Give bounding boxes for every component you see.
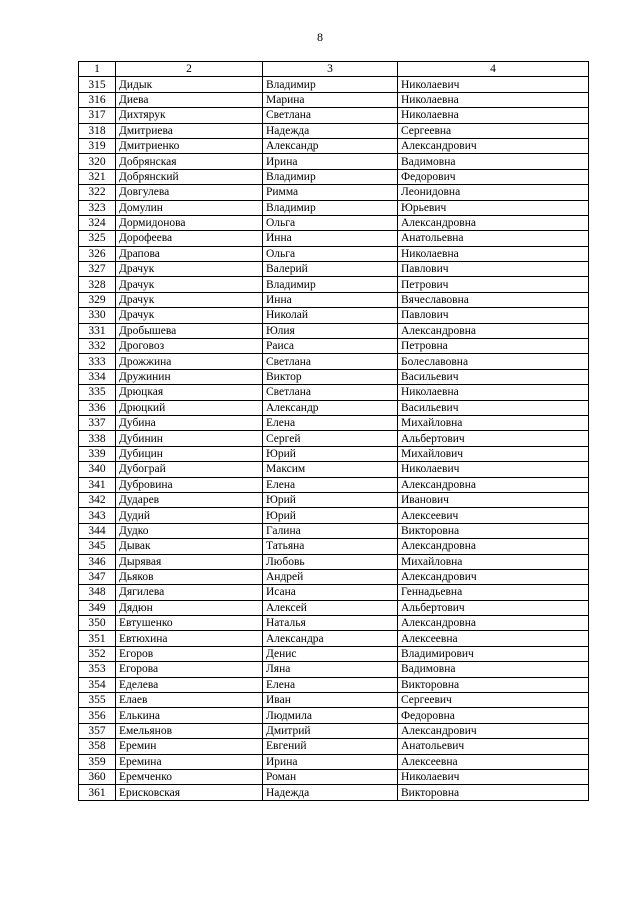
row-number: 359: [79, 754, 116, 769]
surname-cell: Добрянская: [116, 154, 263, 169]
first-name-cell: Алексей: [263, 600, 398, 615]
first-name-cell: Надежда: [263, 123, 398, 138]
surname-cell: Дудий: [116, 508, 263, 523]
table-row: [79, 662, 589, 677]
table-row: [79, 354, 589, 369]
surname-cell: Дырявая: [116, 554, 263, 569]
row-number: 351: [79, 631, 116, 646]
row-number: 343: [79, 508, 116, 523]
patronymic-cell: Александровна: [398, 215, 589, 230]
first-name-cell: Владимир: [263, 200, 398, 215]
patronymic-cell: Викторовна: [398, 785, 589, 800]
row-number: 328: [79, 277, 116, 292]
row-number: 361: [79, 785, 116, 800]
first-name-cell: Надежда: [263, 785, 398, 800]
patronymic-cell: Михайловна: [398, 415, 589, 430]
first-name-cell: Владимир: [263, 77, 398, 92]
table-row: [79, 323, 589, 338]
patronymic-cell: Петрович: [398, 277, 589, 292]
first-name-cell: Денис: [263, 646, 398, 661]
table-row: [79, 523, 589, 538]
surname-cell: Драчук: [116, 277, 263, 292]
row-number: 324: [79, 215, 116, 230]
row-number: 344: [79, 523, 116, 538]
patronymic-cell: Николаевна: [398, 92, 589, 107]
row-number: 341: [79, 477, 116, 492]
surname-cell: Дягилева: [116, 585, 263, 600]
surname-cell: Диева: [116, 92, 263, 107]
table-row: [79, 215, 589, 230]
patronymic-cell: Петровна: [398, 339, 589, 354]
first-name-cell: Александр: [263, 400, 398, 415]
header-col-name: 3: [263, 62, 398, 77]
surname-cell: Еделева: [116, 677, 263, 692]
patronymic-cell: Юрьевич: [398, 200, 589, 215]
table-row: [79, 446, 589, 461]
patronymic-cell: Васильевич: [398, 369, 589, 384]
table-row: [79, 646, 589, 661]
row-number: 349: [79, 600, 116, 615]
table-row: [79, 154, 589, 169]
row-number: 317: [79, 108, 116, 123]
row-number: 355: [79, 693, 116, 708]
surname-cell: Дубина: [116, 415, 263, 430]
row-number: 321: [79, 169, 116, 184]
row-number: 352: [79, 646, 116, 661]
first-name-cell: Роман: [263, 769, 398, 784]
table-row: [79, 554, 589, 569]
roster-table-body: [79, 62, 589, 801]
first-name-cell: Виктор: [263, 369, 398, 384]
row-number: 337: [79, 415, 116, 430]
surname-cell: Еремин: [116, 739, 263, 754]
table-row: [79, 431, 589, 446]
patronymic-cell: Леонидовна: [398, 185, 589, 200]
first-name-cell: Елена: [263, 477, 398, 492]
patronymic-cell: Федоровна: [398, 708, 589, 723]
table-row: [79, 138, 589, 153]
patronymic-cell: Федорович: [398, 169, 589, 184]
surname-cell: Егорова: [116, 662, 263, 677]
surname-cell: Дрюцкая: [116, 385, 263, 400]
row-number: 346: [79, 554, 116, 569]
first-name-cell: Ирина: [263, 154, 398, 169]
first-name-cell: Максим: [263, 462, 398, 477]
surname-cell: Домулин: [116, 200, 263, 215]
table-row: [79, 508, 589, 523]
surname-cell: Добрянский: [116, 169, 263, 184]
patronymic-cell: Николаевич: [398, 462, 589, 477]
surname-cell: Дмитриенко: [116, 138, 263, 153]
surname-cell: Евтюхина: [116, 631, 263, 646]
header-col-patronymic: 4: [398, 62, 589, 77]
surname-cell: Дывак: [116, 539, 263, 554]
surname-cell: Драпова: [116, 246, 263, 261]
table-row: [79, 369, 589, 384]
row-number: 326: [79, 246, 116, 261]
header-col-surname: 2: [116, 62, 263, 77]
row-number: 335: [79, 385, 116, 400]
first-name-cell: Александр: [263, 138, 398, 153]
table-row: [79, 616, 589, 631]
table-row: [79, 723, 589, 738]
table-row: [79, 108, 589, 123]
patronymic-cell: Альбертович: [398, 431, 589, 446]
patronymic-cell: Альбертович: [398, 600, 589, 615]
surname-cell: Дудко: [116, 523, 263, 538]
row-number: 340: [79, 462, 116, 477]
header-col-number: 1: [79, 62, 116, 77]
first-name-cell: Юрий: [263, 492, 398, 507]
table-row: [79, 477, 589, 492]
first-name-cell: Светлана: [263, 385, 398, 400]
row-number: 338: [79, 431, 116, 446]
table-row: [79, 185, 589, 200]
surname-cell: Драчук: [116, 308, 263, 323]
first-name-cell: Инна: [263, 231, 398, 246]
first-name-cell: Людмила: [263, 708, 398, 723]
table-row: [79, 231, 589, 246]
row-number: 323: [79, 200, 116, 215]
row-number: 322: [79, 185, 116, 200]
surname-cell: Дихтярук: [116, 108, 263, 123]
surname-cell: Дидык: [116, 77, 263, 92]
patronymic-cell: Александровна: [398, 477, 589, 492]
surname-cell: Дроговоз: [116, 339, 263, 354]
table-row: [79, 462, 589, 477]
first-name-cell: Любовь: [263, 554, 398, 569]
row-number: 357: [79, 723, 116, 738]
surname-cell: Еремина: [116, 754, 263, 769]
first-name-cell: Ольга: [263, 246, 398, 261]
first-name-cell: Сергей: [263, 431, 398, 446]
patronymic-cell: Вадимовна: [398, 154, 589, 169]
row-number: 360: [79, 769, 116, 784]
first-name-cell: Евгений: [263, 739, 398, 754]
row-number: 350: [79, 616, 116, 631]
patronymic-cell: Николаевна: [398, 246, 589, 261]
surname-cell: Евтушенко: [116, 616, 263, 631]
header-row: [79, 62, 589, 77]
table-row: [79, 123, 589, 138]
row-number: 336: [79, 400, 116, 415]
surname-cell: Еремченко: [116, 769, 263, 784]
surname-cell: Дрюцкий: [116, 400, 263, 415]
patronymic-cell: Александрович: [398, 138, 589, 153]
patronymic-cell: Викторовна: [398, 677, 589, 692]
patronymic-cell: Сергеевна: [398, 123, 589, 138]
table-row: [79, 308, 589, 323]
first-name-cell: Исана: [263, 585, 398, 600]
surname-cell: Дорофеева: [116, 231, 263, 246]
table-row: [79, 754, 589, 769]
patronymic-cell: Вячеславовна: [398, 292, 589, 307]
surname-cell: Егоров: [116, 646, 263, 661]
row-number: 356: [79, 708, 116, 723]
row-number: 333: [79, 354, 116, 369]
surname-cell: Дубограй: [116, 462, 263, 477]
first-name-cell: Галина: [263, 523, 398, 538]
table-row: [79, 262, 589, 277]
roster-table: [78, 61, 589, 801]
patronymic-cell: Николаевна: [398, 108, 589, 123]
first-name-cell: Иван: [263, 693, 398, 708]
row-number: 318: [79, 123, 116, 138]
surname-cell: Емельянов: [116, 723, 263, 738]
first-name-cell: Татьяна: [263, 539, 398, 554]
table-row: [79, 708, 589, 723]
patronymic-cell: Анатольевич: [398, 739, 589, 754]
table-row: [79, 600, 589, 615]
row-number: 316: [79, 92, 116, 107]
patronymic-cell: Вадимовна: [398, 662, 589, 677]
surname-cell: Драчук: [116, 292, 263, 307]
table-row: [79, 739, 589, 754]
surname-cell: Ерисковская: [116, 785, 263, 800]
first-name-cell: Юрий: [263, 446, 398, 461]
first-name-cell: Ляна: [263, 662, 398, 677]
table-row: [79, 339, 589, 354]
row-number: 342: [79, 492, 116, 507]
first-name-cell: Владимир: [263, 277, 398, 292]
surname-cell: Дормидонова: [116, 215, 263, 230]
patronymic-cell: Болеславовна: [398, 354, 589, 369]
table-row: [79, 585, 589, 600]
table-row: [79, 277, 589, 292]
first-name-cell: Николай: [263, 308, 398, 323]
first-name-cell: Валерий: [263, 262, 398, 277]
row-number: 347: [79, 569, 116, 584]
table-row: [79, 631, 589, 646]
patronymic-cell: Николаевич: [398, 77, 589, 92]
table-row: [79, 77, 589, 92]
row-number: 358: [79, 739, 116, 754]
patronymic-cell: Михайлович: [398, 446, 589, 461]
table-row: [79, 693, 589, 708]
first-name-cell: Римма: [263, 185, 398, 200]
first-name-cell: Юлия: [263, 323, 398, 338]
patronymic-cell: Александрович: [398, 723, 589, 738]
surname-cell: Довгулева: [116, 185, 263, 200]
first-name-cell: Ольга: [263, 215, 398, 230]
row-number: 329: [79, 292, 116, 307]
patronymic-cell: Владимирович: [398, 646, 589, 661]
first-name-cell: Светлана: [263, 108, 398, 123]
patronymic-cell: Александровна: [398, 539, 589, 554]
surname-cell: Дробышева: [116, 323, 263, 338]
first-name-cell: Светлана: [263, 354, 398, 369]
surname-cell: Елькина: [116, 708, 263, 723]
patronymic-cell: Павлович: [398, 262, 589, 277]
row-number: 334: [79, 369, 116, 384]
surname-cell: Дубинин: [116, 431, 263, 446]
table-row: [79, 92, 589, 107]
patronymic-cell: Павлович: [398, 308, 589, 323]
surname-cell: Дмитриева: [116, 123, 263, 138]
patronymic-cell: Николаевич: [398, 769, 589, 784]
patronymic-cell: Викторовна: [398, 523, 589, 538]
row-number: 327: [79, 262, 116, 277]
first-name-cell: Инна: [263, 292, 398, 307]
first-name-cell: Ирина: [263, 754, 398, 769]
table-row: [79, 492, 589, 507]
surname-cell: Елаев: [116, 693, 263, 708]
patronymic-cell: Геннадьевна: [398, 585, 589, 600]
row-number: 354: [79, 677, 116, 692]
row-number: 319: [79, 138, 116, 153]
first-name-cell: Наталья: [263, 616, 398, 631]
row-number: 353: [79, 662, 116, 677]
patronymic-cell: Васильевич: [398, 400, 589, 415]
patronymic-cell: Александрович: [398, 569, 589, 584]
table-row: [79, 169, 589, 184]
table-row: [79, 385, 589, 400]
first-name-cell: Александра: [263, 631, 398, 646]
first-name-cell: Марина: [263, 92, 398, 107]
row-number: 331: [79, 323, 116, 338]
surname-cell: Дрожжина: [116, 354, 263, 369]
table-row: [79, 415, 589, 430]
surname-cell: Дударев: [116, 492, 263, 507]
table-row: [79, 769, 589, 784]
patronymic-cell: Иванович: [398, 492, 589, 507]
page-number: 8: [317, 30, 323, 44]
table-row: [79, 292, 589, 307]
first-name-cell: Юрий: [263, 508, 398, 523]
patronymic-cell: Николаевна: [398, 385, 589, 400]
row-number: 332: [79, 339, 116, 354]
surname-cell: Дядюн: [116, 600, 263, 615]
patronymic-cell: Александровна: [398, 616, 589, 631]
table-row: [79, 400, 589, 415]
first-name-cell: Елена: [263, 415, 398, 430]
row-number: 345: [79, 539, 116, 554]
table-row: [79, 246, 589, 261]
table-row: [79, 785, 589, 800]
patronymic-cell: Михайловна: [398, 554, 589, 569]
patronymic-cell: Алексеевна: [398, 754, 589, 769]
row-number: 320: [79, 154, 116, 169]
surname-cell: Дружинин: [116, 369, 263, 384]
surname-cell: Дьяков: [116, 569, 263, 584]
table-row: [79, 677, 589, 692]
first-name-cell: Раиса: [263, 339, 398, 354]
first-name-cell: Дмитрий: [263, 723, 398, 738]
first-name-cell: Андрей: [263, 569, 398, 584]
first-name-cell: Елена: [263, 677, 398, 692]
table-row: [79, 200, 589, 215]
patronymic-cell: Алексеевич: [398, 508, 589, 523]
first-name-cell: Владимир: [263, 169, 398, 184]
row-number: 330: [79, 308, 116, 323]
row-number: 315: [79, 77, 116, 92]
patronymic-cell: Александровна: [398, 323, 589, 338]
patronymic-cell: Сергеевич: [398, 693, 589, 708]
surname-cell: Дубицин: [116, 446, 263, 461]
surname-cell: Драчук: [116, 262, 263, 277]
patronymic-cell: Анатольевна: [398, 231, 589, 246]
table-row: [79, 569, 589, 584]
patronymic-cell: Алексеевна: [398, 631, 589, 646]
row-number: 325: [79, 231, 116, 246]
table-row: [79, 539, 589, 554]
row-number: 348: [79, 585, 116, 600]
row-number: 339: [79, 446, 116, 461]
surname-cell: Дубровина: [116, 477, 263, 492]
